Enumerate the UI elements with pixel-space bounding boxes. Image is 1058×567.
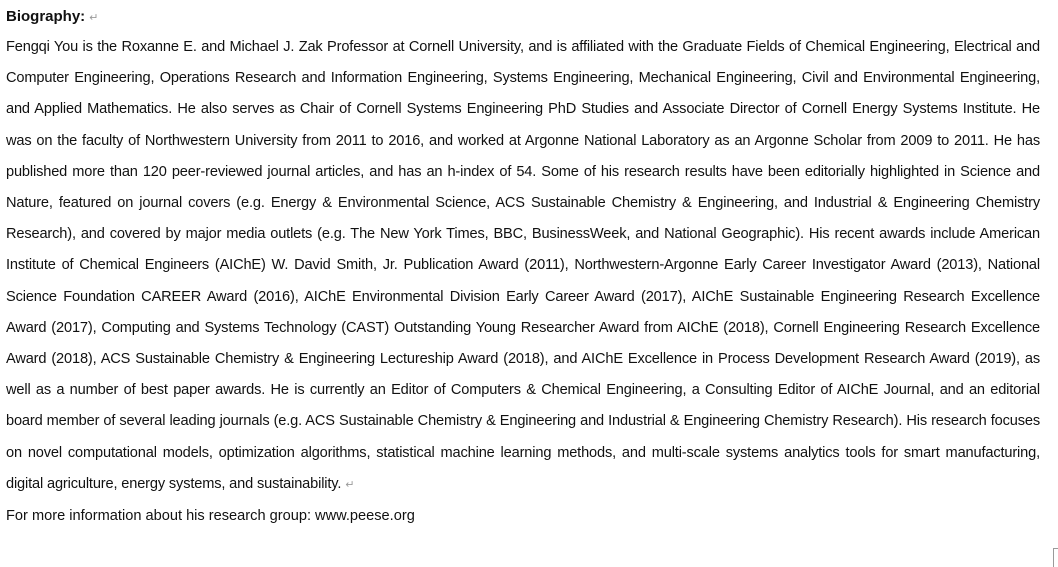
document-body	[6, 4, 1040, 532]
biography-text: Fengqi You is the Roxanne E. and Michael J. Zak Professor at Cornell University, and is affiliated with the Graduate Fields of Chemical Engineering, Electrical and Computer Engineering, Operations Research and Information Engineering, Systems Engineering, Mechanical Engineering, Civil and Environmental Engineering, and Applied Mathematics. He also serves as Chair of Cornell Systems Engineering PhD Studies and Associate Director of Cornell Energy Systems Institute. He was on the faculty of Northwestern University from 2011 to 2016, and worked at Argonne National Laboratory as an Argonne Scholar from 2009 to 2011. He has published more than 120 peer-reviewed journal articles, and has an h-index of 54. Some of his research results have been editorially highlighted in Science and Nature, featured on journal covers (e.g. Energy & Environmental Science, ACS Sustainable Chemistry & Engineering, and Industrial & Engineering Chemistry Research), and covered by major media outlets (e.g. The New York Times, BBC, BusinessWeek, and National Geographic). His recent awards include American Institute of Chemical Engineers (AIChE) W. David Smith, Jr. Publication Award (2011), Northwestern-Argonne Early Career Investigator Award (2013), National Science Foundation CAREER Award (2016), AIChE Environmental Division Early Career Award (2017), AIChE Sustainable Engineering Research Excellence Award (2017), Computing and Systems Technology (CAST) Outstanding Young Researcher Award from AIChE (2018), Cornell Engineering Research Excellence Award (2018), ACS Sustainable Chemistry & Engineering Lectureship Award (2018), and AIChE Excellence in Process Development Research Award (2019), as well as a number of best paper awards. He is currently an Editor of Computers & Chemical Engineering, a Consulting Editor of AIChE Journal, and an editorial board member of several leading journals (e.g. ACS Sustainable Chemistry & Engineering and Industrial & Engineering Chemistry Research). His research focuses on novel computational models, optimization algorithms, statistical machine learning methods, and multi-scale systems analytics tools for smart manufacturing, digital agriculture, energy systems, and sustainability.	[6, 39, 1040, 492]
biography-paragraph	[6, 30, 1040, 501]
paragraph-mark-icon: ↵	[89, 12, 99, 24]
text-boundary-mark	[1053, 548, 1058, 567]
biography-heading-text: Biography:	[6, 8, 86, 25]
paragraph-mark-icon: ↵	[345, 478, 355, 491]
biography-heading	[6, 4, 1040, 30]
more-info-line: For more information about his research group: www.peese.org	[6, 508, 415, 525]
